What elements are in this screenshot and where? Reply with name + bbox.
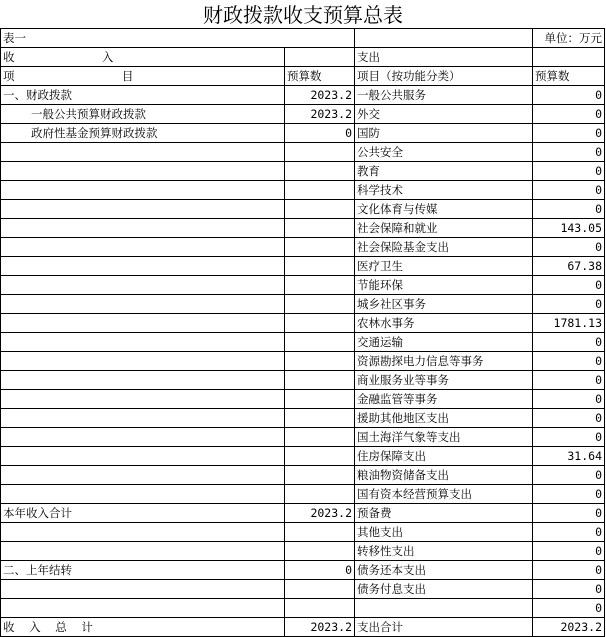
expense-item: 国有资本经营预算支出 — [355, 485, 533, 504]
income-item: 一、财政拨款 — [1, 86, 285, 105]
income-item — [1, 466, 285, 485]
expense-budget: 0 — [533, 523, 605, 542]
expense-budget: 0 — [533, 466, 605, 485]
table-row — [1, 86, 605, 105]
expense-budget: 31.64 — [533, 447, 605, 466]
income-budget — [285, 409, 355, 428]
expense-budget: 0 — [533, 371, 605, 390]
income-budget: 2023.2 — [285, 86, 355, 105]
expense-item: 教育 — [355, 162, 533, 181]
income-budget — [285, 162, 355, 181]
income-budget — [285, 523, 355, 542]
table-row — [1, 447, 605, 466]
total-row — [1, 618, 605, 637]
income-budget — [285, 580, 355, 599]
blank-cell — [533, 48, 605, 67]
expense-budget: 0 — [533, 580, 605, 599]
income-item — [1, 447, 285, 466]
income-header — [1, 48, 285, 67]
income-item — [1, 314, 285, 333]
income-budget — [285, 200, 355, 219]
expense-budget: 0 — [533, 428, 605, 447]
blank-cell — [355, 29, 533, 48]
header-row-3 — [1, 67, 605, 86]
table-row — [1, 561, 605, 580]
table-row — [1, 276, 605, 295]
income-item: 政府性基金预算财政拨款 — [1, 124, 285, 143]
expense-item: 预备费 — [355, 504, 533, 523]
expense-item: 其他支出 — [355, 523, 533, 542]
expense-item: 农林水事务 — [355, 314, 533, 333]
expense-item: 医疗卫生 — [355, 257, 533, 276]
income-budget: 2023.2 — [285, 105, 355, 124]
expense-budget: 143.05 — [533, 219, 605, 238]
expense-budget: 0 — [533, 162, 605, 181]
table-row — [1, 485, 605, 504]
expense-budget: 1781.13 — [533, 314, 605, 333]
table-row — [1, 466, 605, 485]
col-item-b: 目 — [121, 68, 134, 83]
income-item — [1, 352, 285, 371]
income-budget — [285, 371, 355, 390]
income-budget — [285, 542, 355, 561]
income-item: 二、上年结转 — [1, 561, 285, 580]
table-number: 表一 — [1, 29, 355, 48]
income-item — [1, 409, 285, 428]
expense-budget: 0 — [533, 276, 605, 295]
header-row-1 — [1, 29, 605, 48]
income-item — [1, 276, 285, 295]
expense-item: 文化体育与传媒 — [355, 200, 533, 219]
income-item — [1, 162, 285, 181]
income-item — [1, 390, 285, 409]
expense-item: 社会保障和就业 — [355, 219, 533, 238]
expense-item: 社会保险基金支出 — [355, 238, 533, 257]
income-item — [1, 181, 285, 200]
expense-item: 转移性支出 — [355, 542, 533, 561]
expense-item: 住房保障支出 — [355, 447, 533, 466]
table-row — [1, 238, 605, 257]
income-item — [1, 428, 285, 447]
expense-budget: 0 — [533, 86, 605, 105]
expense-item: 外交 — [355, 105, 533, 124]
income-budget — [285, 276, 355, 295]
col-item-a: 项 — [3, 68, 15, 83]
income-item — [1, 599, 285, 618]
income-budget — [285, 352, 355, 371]
table-row — [1, 333, 605, 352]
expense-budget: 0 — [533, 105, 605, 124]
expense-budget: 0 — [533, 352, 605, 371]
unit-label: 单位：万元 — [533, 29, 605, 48]
table-row — [1, 219, 605, 238]
table-row — [1, 257, 605, 276]
table-row — [1, 504, 605, 523]
column-budget-header: 预算数 — [285, 67, 355, 86]
expense-budget: 0 — [533, 599, 605, 618]
income-item — [1, 371, 285, 390]
table-row — [1, 599, 605, 618]
total-value: 2023.2 — [285, 618, 355, 637]
income-budget — [285, 485, 355, 504]
income-item: 一般公共预算财政拨款 — [1, 105, 285, 124]
income-budget — [285, 599, 355, 618]
expense-budget: 0 — [533, 200, 605, 219]
income-budget — [285, 390, 355, 409]
table-row — [1, 314, 605, 333]
expense-budget: 0 — [533, 390, 605, 409]
column-item-header — [1, 67, 285, 86]
income-budget — [285, 238, 355, 257]
table-row — [1, 542, 605, 561]
income-budget — [285, 428, 355, 447]
income-item — [1, 485, 285, 504]
expense-item: 金融监管等事务 — [355, 390, 533, 409]
income-budget — [285, 219, 355, 238]
expense-item: 公共安全 — [355, 143, 533, 162]
income-item — [1, 143, 285, 162]
expense-item: 商业服务业等事务 — [355, 371, 533, 390]
income-budget: 2023.2 — [285, 504, 355, 523]
expense-item: 债务付息支出 — [355, 580, 533, 599]
income-item — [1, 219, 285, 238]
expense-item: 一般公共服务 — [355, 86, 533, 105]
expense-budget: 0 — [533, 181, 605, 200]
expense-budget: 0 — [533, 124, 605, 143]
income-budget — [285, 447, 355, 466]
expense-item: 城乡社区事务 — [355, 295, 533, 314]
expense-budget: 0 — [533, 485, 605, 504]
expense-budget: 0 — [533, 561, 605, 580]
income-budget: 0 — [285, 561, 355, 580]
table-row — [1, 162, 605, 181]
expense-header: 支出 — [355, 48, 533, 67]
expense-item: 债务还本支出 — [355, 561, 533, 580]
expense-item: 国防 — [355, 124, 533, 143]
income-budget — [285, 314, 355, 333]
expense-item: 粮油物资储备支出 — [355, 466, 533, 485]
blank-cell — [285, 48, 355, 67]
expense-budget: 0 — [533, 143, 605, 162]
income-item — [1, 238, 285, 257]
table-row — [1, 390, 605, 409]
income-label-a: 收 — [3, 49, 15, 64]
income-budget — [285, 181, 355, 200]
table-row — [1, 143, 605, 162]
income-budget — [285, 143, 355, 162]
income-item — [1, 523, 285, 542]
income-budget — [285, 333, 355, 352]
income-item: 本年收入合计 — [1, 504, 285, 523]
expense-budget: 0 — [533, 542, 605, 561]
income-label-b: 入 — [101, 49, 114, 64]
expense-budget: 0 — [533, 504, 605, 523]
income-budget — [285, 466, 355, 485]
table-row — [1, 105, 605, 124]
table-row — [1, 124, 605, 143]
income-item — [1, 580, 285, 599]
income-item — [1, 257, 285, 276]
income-budget: 0 — [285, 124, 355, 143]
income-budget — [285, 257, 355, 276]
total-label: 收 入 总 计 — [1, 618, 285, 637]
header-row-2 — [1, 48, 605, 67]
table-row — [1, 371, 605, 390]
column-expense-item-header: 项目（按功能分类） — [355, 67, 533, 86]
table-row — [1, 181, 605, 200]
column-expense-budget-header: 预算数 — [533, 67, 605, 86]
table-row — [1, 580, 605, 599]
expense-item: 国土海洋气象等支出 — [355, 428, 533, 447]
expense-item — [355, 599, 533, 618]
expense-item: 科学技术 — [355, 181, 533, 200]
expense-item: 节能环保 — [355, 276, 533, 295]
expense-item: 交通运输 — [355, 333, 533, 352]
expense-budget: 67.38 — [533, 257, 605, 276]
income-item — [1, 200, 285, 219]
table-row — [1, 523, 605, 542]
table-row — [1, 409, 605, 428]
expense-total-label: 支出合计 — [355, 618, 533, 637]
expense-budget: 0 — [533, 238, 605, 257]
page-title: 财政拨款收支预算总表 — [203, 3, 403, 27]
expense-budget: 0 — [533, 295, 605, 314]
table-row — [1, 295, 605, 314]
expense-total-value: 2023.2 — [533, 618, 605, 637]
expense-item: 援助其他地区支出 — [355, 409, 533, 428]
table-row — [1, 352, 605, 371]
income-item — [1, 542, 285, 561]
income-item — [1, 295, 285, 314]
income-item — [1, 333, 285, 352]
table-row — [1, 200, 605, 219]
expense-budget: 0 — [533, 333, 605, 352]
income-budget — [285, 295, 355, 314]
budget-table — [0, 28, 605, 637]
expense-budget: 0 — [533, 409, 605, 428]
expense-item: 资源勘探电力信息等事务 — [355, 352, 533, 371]
table-row — [1, 428, 605, 447]
